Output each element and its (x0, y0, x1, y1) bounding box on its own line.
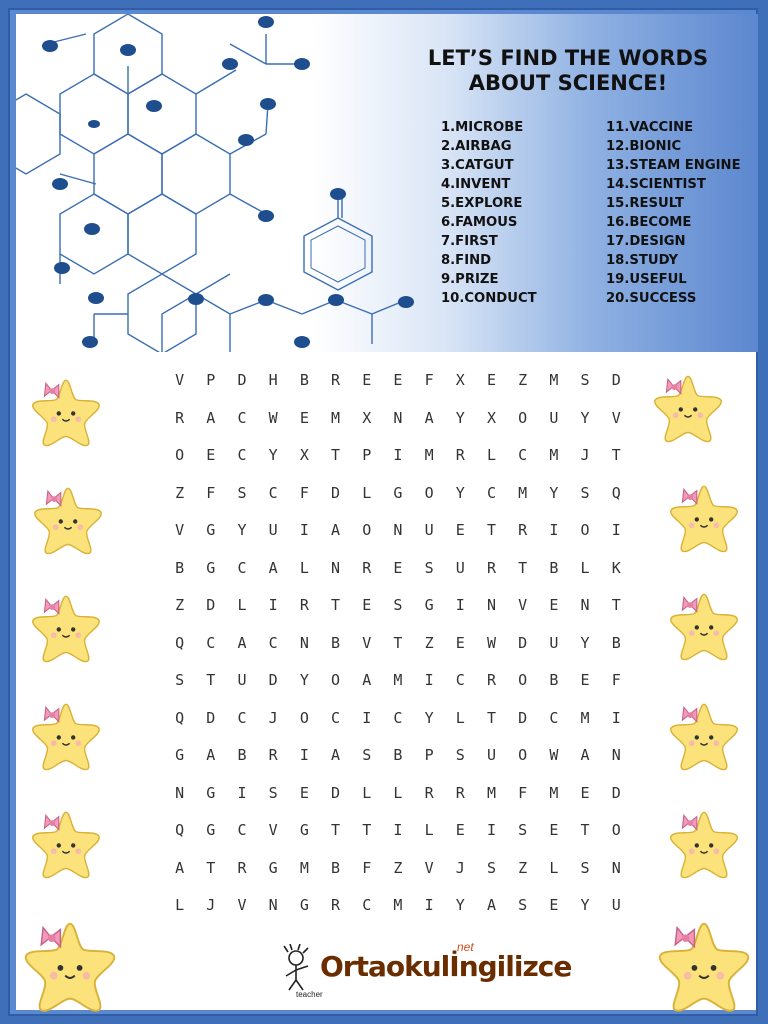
grid-letter[interactable]: G (206, 783, 216, 802)
grid-letter[interactable]: G (268, 858, 278, 877)
grid-letter[interactable]: C (237, 408, 247, 427)
grid-letter[interactable]: N (393, 521, 403, 539)
grid-letter[interactable]: Y (549, 483, 559, 502)
grid-letter[interactable]: T (331, 446, 341, 464)
grid-letter[interactable]: I (424, 896, 434, 914)
grid-letter[interactable]: E (393, 558, 403, 577)
grid-letter[interactable]: S (393, 596, 403, 614)
word-search-grid (164, 370, 632, 933)
grid-letter[interactable]: W (486, 633, 496, 652)
grid-letter[interactable]: A (580, 746, 590, 764)
grid-letter[interactable]: Q (175, 633, 185, 652)
grid-letter[interactable]: A (424, 408, 434, 427)
grid-letter[interactable]: O (424, 483, 434, 502)
grid-letter[interactable]: E (299, 783, 309, 802)
word-item: 9.PRIZE (441, 272, 499, 287)
grid-letter[interactable]: G (206, 821, 216, 839)
grid-letter[interactable]: I (237, 783, 247, 802)
grid-letter[interactable]: N (611, 746, 621, 764)
grid-letter[interactable]: N (175, 783, 185, 802)
grid-letter[interactable]: C (486, 483, 496, 502)
grid-letter[interactable]: Y (455, 483, 465, 502)
grid-letter[interactable]: Y (455, 408, 465, 427)
grid-row (164, 483, 632, 521)
grid-row (164, 820, 632, 858)
grid-letter[interactable]: O (518, 746, 528, 764)
grid-row (164, 370, 632, 408)
grid-letter[interactable]: F (518, 783, 528, 802)
grid-letter[interactable]: O (611, 821, 621, 839)
grid-letter[interactable]: T (362, 821, 372, 839)
grid-row (164, 708, 632, 746)
grid-letter[interactable]: V (237, 896, 247, 914)
word-item: 7.FIRST (441, 234, 498, 249)
grid-letter[interactable]: F (611, 671, 621, 689)
grid-letter[interactable]: R (486, 558, 496, 577)
grid-letter[interactable]: T (206, 858, 216, 877)
grid-letter[interactable]: Z (424, 633, 434, 652)
grid-letter[interactable]: T (206, 671, 216, 689)
grid-letter[interactable]: D (611, 371, 621, 389)
grid-letter[interactable]: T (393, 633, 403, 652)
grid-letter[interactable]: C (206, 633, 216, 652)
star-icon (668, 808, 740, 880)
grid-letter[interactable]: V (175, 521, 185, 539)
grid-letter[interactable]: V (611, 408, 621, 427)
star-icon (652, 372, 724, 444)
star-icon (30, 700, 102, 772)
grid-letter[interactable]: S (237, 483, 247, 502)
grid-letter[interactable]: R (299, 596, 309, 614)
grid-row (164, 783, 632, 821)
grid-letter[interactable]: A (486, 896, 496, 914)
grid-letter[interactable]: X (455, 371, 465, 389)
grid-letter[interactable]: N (331, 558, 341, 577)
grid-letter[interactable]: E (455, 521, 465, 539)
grid-letter[interactable]: R (362, 558, 372, 577)
grid-letter[interactable]: T (611, 446, 621, 464)
grid-letter[interactable]: C (237, 821, 247, 839)
grid-letter[interactable]: K (611, 558, 621, 577)
grid-letter[interactable]: B (611, 633, 621, 652)
page-title: LET’S FIND THE WORDS ABOUT SCIENCE! (427, 46, 709, 95)
grid-row (164, 745, 632, 783)
grid-letter[interactable]: S (424, 558, 434, 577)
grid-letter[interactable]: D (206, 596, 216, 614)
word-list-right (606, 118, 741, 308)
grid-letter[interactable]: C (268, 483, 278, 502)
grid-letter[interactable]: E (549, 896, 559, 914)
word-item: 11.VACCINE (606, 120, 694, 135)
grid-letter[interactable]: R (237, 858, 247, 877)
grid-letter[interactable]: O (518, 671, 528, 689)
grid-letter[interactable]: D (206, 708, 216, 727)
grid-letter[interactable]: U (549, 633, 559, 652)
grid-letter[interactable]: F (206, 483, 216, 502)
grid-letter[interactable]: G (299, 821, 309, 839)
grid-letter[interactable]: Y (268, 446, 278, 464)
grid-letter[interactable]: J (268, 708, 278, 727)
word-item: 17.DESIGN (606, 234, 686, 249)
grid-letter[interactable]: U (268, 521, 278, 539)
grid-letter[interactable]: L (486, 446, 496, 464)
grid-letter[interactable]: O (299, 708, 309, 727)
word-item: 12.BIONIC (606, 139, 682, 154)
grid-letter[interactable]: E (455, 633, 465, 652)
star-icon (30, 592, 102, 664)
grid-letter[interactable]: R (331, 371, 341, 389)
grid-letter[interactable]: C (393, 708, 403, 727)
grid-letter[interactable]: E (549, 596, 559, 614)
grid-letter[interactable]: I (299, 521, 309, 539)
grid-letter[interactable]: S (580, 371, 590, 389)
grid-letter[interactable]: A (268, 558, 278, 577)
grid-letter[interactable]: C (331, 708, 341, 727)
grid-letter[interactable]: S (518, 821, 528, 839)
grid-letter[interactable]: A (206, 746, 216, 764)
grid-letter[interactable]: M (486, 783, 496, 802)
grid-letter[interactable]: B (237, 746, 247, 764)
word-item: 2.AIRBAG (441, 139, 512, 154)
grid-letter[interactable]: G (206, 558, 216, 577)
grid-letter[interactable]: Y (580, 896, 590, 914)
grid-letter[interactable]: Z (518, 371, 528, 389)
grid-letter[interactable]: C (549, 708, 559, 727)
grid-letter[interactable]: D (518, 633, 528, 652)
grid-letter[interactable]: B (331, 633, 341, 652)
grid-letter[interactable]: T (331, 821, 341, 839)
grid-letter[interactable]: E (580, 671, 590, 689)
grid-letter[interactable]: M (393, 896, 403, 914)
grid-letter[interactable]: Z (175, 483, 185, 502)
word-item: 5.EXPLORE (441, 196, 523, 211)
grid-letter[interactable]: D (331, 783, 341, 802)
grid-row (164, 858, 632, 896)
grid-letter[interactable]: I (362, 708, 372, 727)
grid-letter[interactable]: D (331, 483, 341, 502)
grid-letter[interactable]: D (268, 671, 278, 689)
star-icon (668, 700, 740, 772)
word-item: 8.FIND (441, 253, 492, 268)
grid-letter[interactable]: S (175, 671, 185, 689)
grid-letter[interactable]: Z (175, 596, 185, 614)
grid-letter[interactable]: S (486, 858, 496, 877)
grid-letter[interactable]: M (549, 446, 559, 464)
grid-letter[interactable]: I (549, 521, 559, 539)
grid-letter[interactable]: Y (580, 408, 590, 427)
grid-letter[interactable]: L (299, 558, 309, 577)
grid-letter[interactable]: X (486, 408, 496, 427)
grid-letter[interactable]: N (611, 858, 621, 877)
grid-row (164, 445, 632, 483)
grid-letter[interactable]: O (175, 446, 185, 464)
grid-letter[interactable]: B (393, 746, 403, 764)
grid-letter[interactable]: I (455, 596, 465, 614)
grid-letter[interactable]: C (237, 446, 247, 464)
grid-letter[interactable]: A (331, 521, 341, 539)
grid-row (164, 895, 632, 933)
grid-letter[interactable]: S (518, 896, 528, 914)
grid-letter[interactable]: L (175, 896, 185, 914)
grid-letter[interactable]: L (549, 858, 559, 877)
grid-letter[interactable]: F (299, 483, 309, 502)
grid-letter[interactable]: C (268, 633, 278, 652)
grid-letter[interactable]: R (424, 783, 434, 802)
star-icon (30, 376, 102, 448)
header-banner (16, 14, 758, 352)
word-item: 1.MICROBE (441, 120, 524, 135)
word-item: 13.STEAM ENGINE (606, 158, 741, 173)
grid-letter[interactable]: S (362, 746, 372, 764)
grid-letter[interactable]: G (393, 483, 403, 502)
grid-letter[interactable]: A (362, 671, 372, 689)
star-icon (30, 808, 102, 880)
grid-letter[interactable]: I (393, 446, 403, 464)
word-item: 18.STUDY (606, 253, 679, 268)
teacher-stick-figure-icon (278, 944, 318, 996)
word-item: 16.BECOME (606, 215, 692, 230)
grid-letter[interactable]: J (206, 896, 216, 914)
grid-letter[interactable]: I (268, 596, 278, 614)
grid-letter[interactable]: I (611, 521, 621, 539)
grid-letter[interactable]: M (549, 783, 559, 802)
brand-logo-net: net (457, 940, 474, 954)
grid-letter[interactable]: Q (175, 821, 185, 839)
grid-letter[interactable]: D (518, 708, 528, 727)
grid-letter[interactable]: I (611, 708, 621, 727)
brand-logo-teacher: teacher (296, 990, 323, 999)
grid-letter[interactable]: X (362, 408, 372, 427)
grid-letter[interactable]: U (237, 671, 247, 689)
grid-letter[interactable]: N (299, 633, 309, 652)
grid-letter[interactable]: L (580, 558, 590, 577)
word-item: 10.CONDUCT (441, 291, 537, 306)
brand-logo: Ortaokulİngilizce (320, 950, 572, 983)
grid-letter[interactable]: E (393, 371, 403, 389)
grid-letter[interactable]: B (549, 558, 559, 577)
grid-letter[interactable]: T (518, 558, 528, 577)
grid-letter[interactable]: Y (299, 671, 309, 689)
grid-letter[interactable]: V (268, 821, 278, 839)
star-icon (668, 482, 740, 554)
grid-letter[interactable]: M (424, 446, 434, 464)
grid-letter[interactable]: D (237, 371, 247, 389)
word-item: 19.USEFUL (606, 272, 687, 287)
grid-letter[interactable]: Y (424, 708, 434, 727)
grid-letter[interactable]: W (549, 746, 559, 764)
grid-letter[interactable]: V (362, 633, 372, 652)
grid-letter[interactable]: P (362, 446, 372, 464)
grid-letter[interactable]: M (393, 671, 403, 689)
word-item: 3.CATGUT (441, 158, 514, 173)
grid-letter[interactable]: A (237, 633, 247, 652)
word-item: 14.SCIENTIST (606, 177, 706, 192)
grid-letter[interactable]: Y (580, 633, 590, 652)
grid-letter[interactable]: M (331, 408, 341, 427)
grid-letter[interactable]: L (362, 783, 372, 802)
grid-row (164, 633, 632, 671)
grid-letter[interactable]: U (611, 896, 621, 914)
grid-letter[interactable]: U (486, 746, 496, 764)
grid-row (164, 520, 632, 558)
grid-letter[interactable]: L (424, 821, 434, 839)
grid-letter[interactable]: R (455, 446, 465, 464)
grid-letter[interactable]: O (580, 521, 590, 539)
grid-letter[interactable]: E (362, 596, 372, 614)
grid-letter[interactable]: P (206, 371, 216, 389)
grid-row (164, 595, 632, 633)
grid-letter[interactable]: S (580, 483, 590, 502)
grid-letter[interactable]: W (268, 408, 278, 427)
grid-letter[interactable]: E (362, 371, 372, 389)
grid-letter[interactable]: C (237, 708, 247, 727)
grid-letter[interactable]: C (518, 446, 528, 464)
grid-letter[interactable]: L (362, 483, 372, 502)
grid-letter[interactable]: G (299, 896, 309, 914)
grid-letter[interactable]: V (424, 858, 434, 877)
grid-letter[interactable]: J (455, 858, 465, 877)
grid-letter[interactable]: B (299, 371, 309, 389)
grid-letter[interactable]: Y (455, 896, 465, 914)
grid-letter[interactable]: E (455, 821, 465, 839)
grid-row (164, 670, 632, 708)
grid-letter[interactable]: A (175, 858, 185, 877)
word-item: 4.INVENT (441, 177, 511, 192)
grid-letter[interactable]: N (268, 896, 278, 914)
grid-letter[interactable]: M (549, 371, 559, 389)
grid-letter[interactable]: R (175, 408, 185, 427)
grid-letter[interactable]: M (299, 858, 309, 877)
grid-letter[interactable]: V (518, 596, 528, 614)
grid-letter[interactable]: O (518, 408, 528, 427)
grid-letter[interactable]: X (299, 446, 309, 464)
grid-letter[interactable]: A (331, 746, 341, 764)
grid-letter[interactable]: U (549, 408, 559, 427)
grid-letter[interactable]: I (486, 821, 496, 839)
grid-letter[interactable]: N (580, 596, 590, 614)
grid-letter[interactable]: T (486, 708, 496, 727)
star-icon (668, 590, 740, 662)
grid-letter[interactable]: G (424, 596, 434, 614)
grid-letter[interactable]: C (455, 671, 465, 689)
grid-letter[interactable]: Z (518, 858, 528, 877)
grid-letter[interactable]: R (518, 521, 528, 539)
word-item: 6.FAMOUS (441, 215, 518, 230)
grid-letter[interactable]: T (331, 596, 341, 614)
grid-letter[interactable]: I (393, 821, 403, 839)
grid-letter[interactable]: T (611, 596, 621, 614)
star-icon (32, 484, 104, 556)
grid-letter[interactable]: E (580, 783, 590, 802)
grid-letter[interactable]: L (237, 596, 247, 614)
grid-letter[interactable]: J (580, 446, 590, 464)
grid-letter[interactable]: G (175, 746, 185, 764)
grid-letter[interactable]: G (206, 521, 216, 539)
word-item: 20.SUCCESS (606, 291, 697, 306)
grid-letter[interactable]: I (299, 746, 309, 764)
molecule-illustration (16, 14, 436, 352)
grid-letter[interactable]: P (424, 746, 434, 764)
grid-letter[interactable]: S (268, 783, 278, 802)
grid-letter[interactable]: T (486, 521, 496, 539)
word-list-left (441, 118, 537, 308)
grid-letter[interactable]: U (455, 558, 465, 577)
grid-letter[interactable]: O (362, 521, 372, 539)
grid-letter[interactable]: R (268, 746, 278, 764)
grid-letter[interactable]: D (611, 783, 621, 802)
grid-letter[interactable]: E (299, 408, 309, 427)
grid-letter[interactable]: R (331, 896, 341, 914)
grid-letter[interactable]: Q (611, 483, 621, 502)
grid-letter[interactable]: Y (237, 521, 247, 539)
grid-letter[interactable]: S (455, 746, 465, 764)
star-icon (656, 918, 752, 1014)
grid-letter[interactable]: S (580, 858, 590, 877)
grid-row (164, 558, 632, 596)
grid-letter[interactable]: M (580, 708, 590, 727)
grid-row (164, 408, 632, 446)
grid-letter[interactable]: V (175, 371, 185, 389)
grid-letter[interactable]: I (424, 671, 434, 689)
grid-letter[interactable]: R (486, 671, 496, 689)
grid-letter[interactable]: O (331, 671, 341, 689)
grid-letter[interactable]: U (424, 521, 434, 539)
grid-letter[interactable]: M (518, 483, 528, 502)
grid-letter[interactable]: Q (175, 708, 185, 727)
grid-letter[interactable]: Z (393, 858, 403, 877)
word-item: 15.RESULT (606, 196, 684, 211)
grid-letter[interactable]: E (206, 446, 216, 464)
grid-letter[interactable]: N (486, 596, 496, 614)
grid-letter[interactable]: L (393, 783, 403, 802)
grid-letter[interactable]: B (549, 671, 559, 689)
grid-letter[interactable]: N (393, 408, 403, 427)
grid-letter[interactable]: E (486, 371, 496, 389)
grid-letter[interactable]: E (549, 821, 559, 839)
grid-letter[interactable]: T (580, 821, 590, 839)
grid-letter[interactable]: B (331, 858, 341, 877)
grid-letter[interactable]: C (362, 896, 372, 914)
puzzle-area (16, 352, 756, 1010)
grid-letter[interactable]: A (206, 408, 216, 427)
grid-letter[interactable]: R (455, 783, 465, 802)
grid-letter[interactable]: H (268, 371, 278, 389)
grid-letter[interactable]: C (237, 558, 247, 577)
grid-letter[interactable]: F (362, 858, 372, 877)
grid-letter[interactable]: F (424, 371, 434, 389)
grid-letter[interactable]: B (175, 558, 185, 577)
star-icon (22, 918, 118, 1014)
grid-letter[interactable]: L (455, 708, 465, 727)
